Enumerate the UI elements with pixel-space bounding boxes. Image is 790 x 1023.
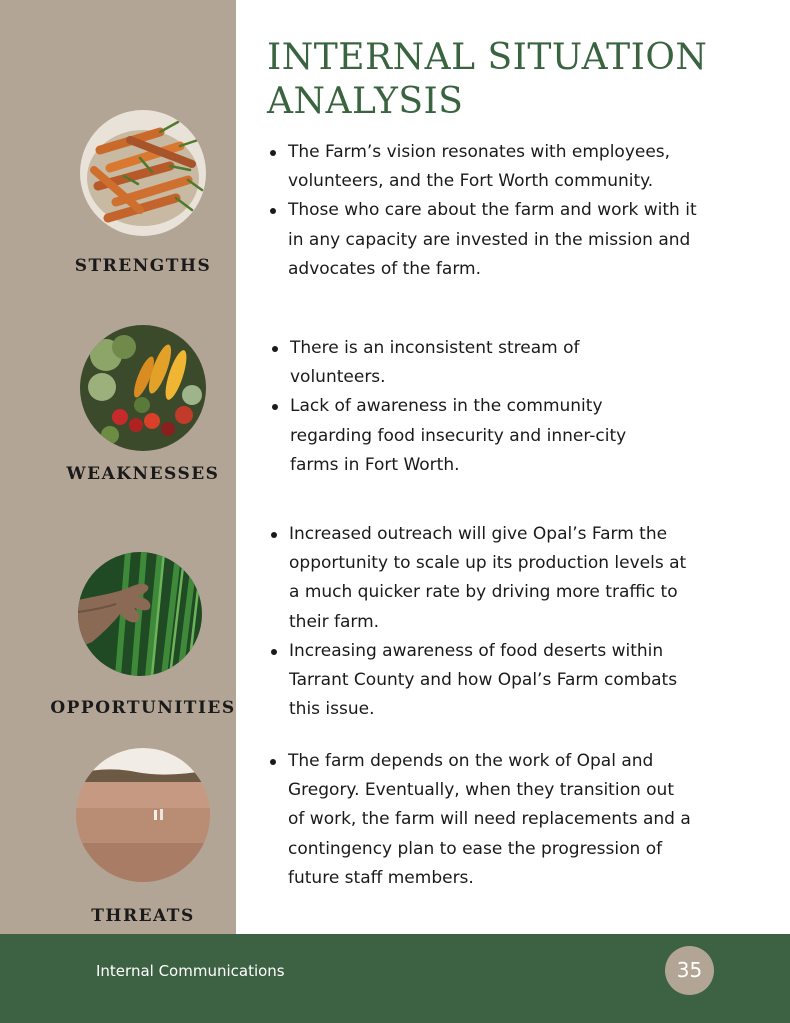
page-title: INTERNAL SITUATION ANALYSIS [267,37,708,122]
list-item: Increasing awareness of food deserts within Tarrant County and how Opal’s Farm combats this issue. [269,637,689,725]
footer-bar [0,934,790,1023]
list-item: Those who care about the farm and work with it in any capacity are invested in the mission and advocates of the farm. [268,196,708,284]
opportunities-label: OPPORTUNITIES [50,698,236,718]
opportunities-bullets [269,520,689,724]
hand-in-plants-photo [78,552,202,676]
carrots-photo [80,110,206,236]
list-item: Lack of awareness in the community regarding food insecurity and inner-city farms in Fort Worth. [270,392,670,480]
field-photo [76,748,210,882]
footer-title: Internal Communications [96,962,285,980]
list-item: The farm depends on the work of Opal and Gregory. Eventually, when they transition out of work, the farm will need replacements and a contingency plan to ease the progression of future staff members. [268,747,693,893]
threats-label: THREATS [91,906,195,926]
strengths-label: STRENGTHS [74,256,212,276]
weaknesses-label: WEAKNESSES [66,464,220,484]
weaknesses-bullets [270,334,670,480]
page-number-badge: 35 [665,946,714,995]
strengths-bullets [268,138,708,284]
threats-bullets [268,747,693,893]
list-item: There is an inconsistent stream of volunteers. [270,334,670,392]
list-item: Increased outreach will give Opal’s Farm the opportunity to scale up its production levels at a much quicker rate by driving more traffic to their farm. [269,520,689,637]
vegetables-photo [80,325,206,451]
list-item: The Farm’s vision resonates with employees, volunteers, and the Fort Worth community. [268,138,708,196]
